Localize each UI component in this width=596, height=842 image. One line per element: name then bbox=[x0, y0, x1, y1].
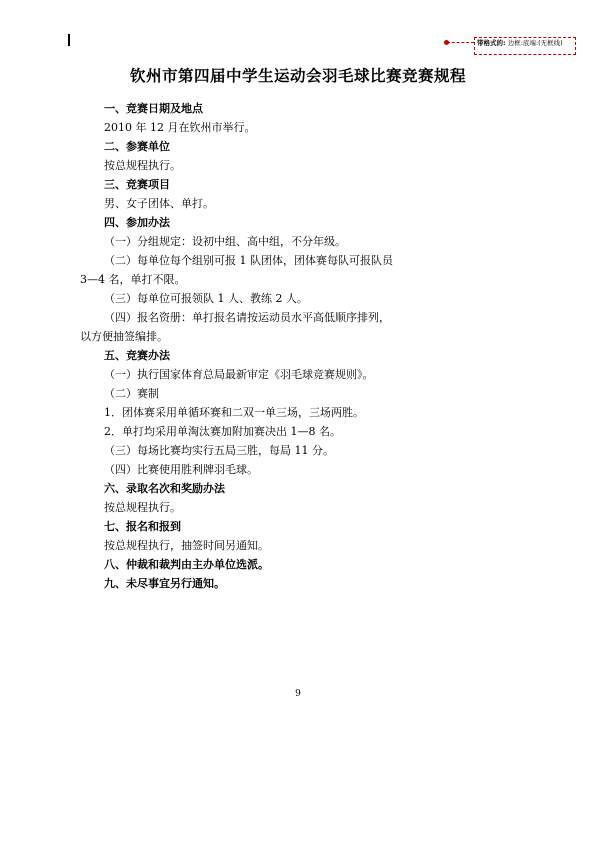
paragraph-line: （三）每场比赛均实行五局三胜，每局 11 分。 bbox=[104, 444, 334, 457]
section-heading: 二、参赛单位 bbox=[104, 140, 170, 153]
paragraph-line: （四）比赛使用胜利牌羽毛球。 bbox=[104, 463, 258, 476]
section-heading: 七、报名和报到 bbox=[104, 520, 181, 533]
annotation-balloon[interactable] bbox=[474, 37, 576, 55]
section-heading: 九、未尽事宜另行通知。 bbox=[104, 577, 225, 590]
section-heading: 六、录取名次和奖励办法 bbox=[104, 482, 225, 495]
paragraph-line: 1．团体赛采用单循环赛和二双一单三场，三场两胜。 bbox=[104, 406, 364, 419]
page-number: 9 bbox=[295, 689, 301, 699]
annotation-label: 带格式的: bbox=[477, 39, 506, 47]
section-heading: 一、竞赛日期及地点 bbox=[104, 102, 203, 115]
paragraph-line: 3—4 名，单打不限。 bbox=[80, 273, 186, 286]
document-title: 钦州市第四届中学生运动会羽毛球比赛竞赛规程 bbox=[129, 67, 466, 85]
paragraph-line: 2．单打均采用单淘汰赛加附加赛决出 1—8 名。 bbox=[104, 425, 341, 438]
paragraph-line: （一）执行国家体育总局最新审定《羽毛球竞赛规则》。 bbox=[104, 368, 374, 381]
paragraph-line: 按总规程执行。 bbox=[104, 501, 181, 514]
paragraph-line: 2010 年 12 月在钦州市举行。 bbox=[104, 121, 256, 134]
section-heading: 五、竞赛办法 bbox=[104, 349, 170, 362]
annotation-text: 边框:底端:(无框线) bbox=[507, 39, 563, 47]
paragraph-line: 男、女子团体、单打。 bbox=[104, 197, 214, 210]
paragraph-line: （二）每单位每个组别可报 1 队团体，团体赛每队可报队员 bbox=[104, 254, 393, 267]
paragraph-line: （二）赛制 bbox=[104, 387, 159, 400]
paragraph-line: 按总规程执行。 bbox=[104, 159, 181, 172]
section-heading: 四、参加办法 bbox=[104, 216, 170, 229]
annotation-connector bbox=[447, 42, 474, 43]
paragraph-line: 以方便抽签编排。 bbox=[80, 330, 168, 343]
paragraph-line: （四）报名资册：单打报名请按运动员水平高低顺序排列， bbox=[104, 311, 390, 324]
paragraph-line: 按总规程执行，抽签时间另通知。 bbox=[104, 539, 269, 552]
section-heading: 八、仲裁和裁判由主办单位选派。 bbox=[104, 558, 269, 571]
section-heading: 三、竞赛项目 bbox=[104, 178, 170, 191]
cursor-marker bbox=[68, 34, 70, 46]
document-body bbox=[80, 99, 460, 593]
paragraph-line: （三）每单位可报领队 1 人、教练 2 人。 bbox=[104, 292, 308, 305]
paragraph-line: （一）分组规定：设初中组、高中组，不分年级。 bbox=[104, 235, 346, 248]
